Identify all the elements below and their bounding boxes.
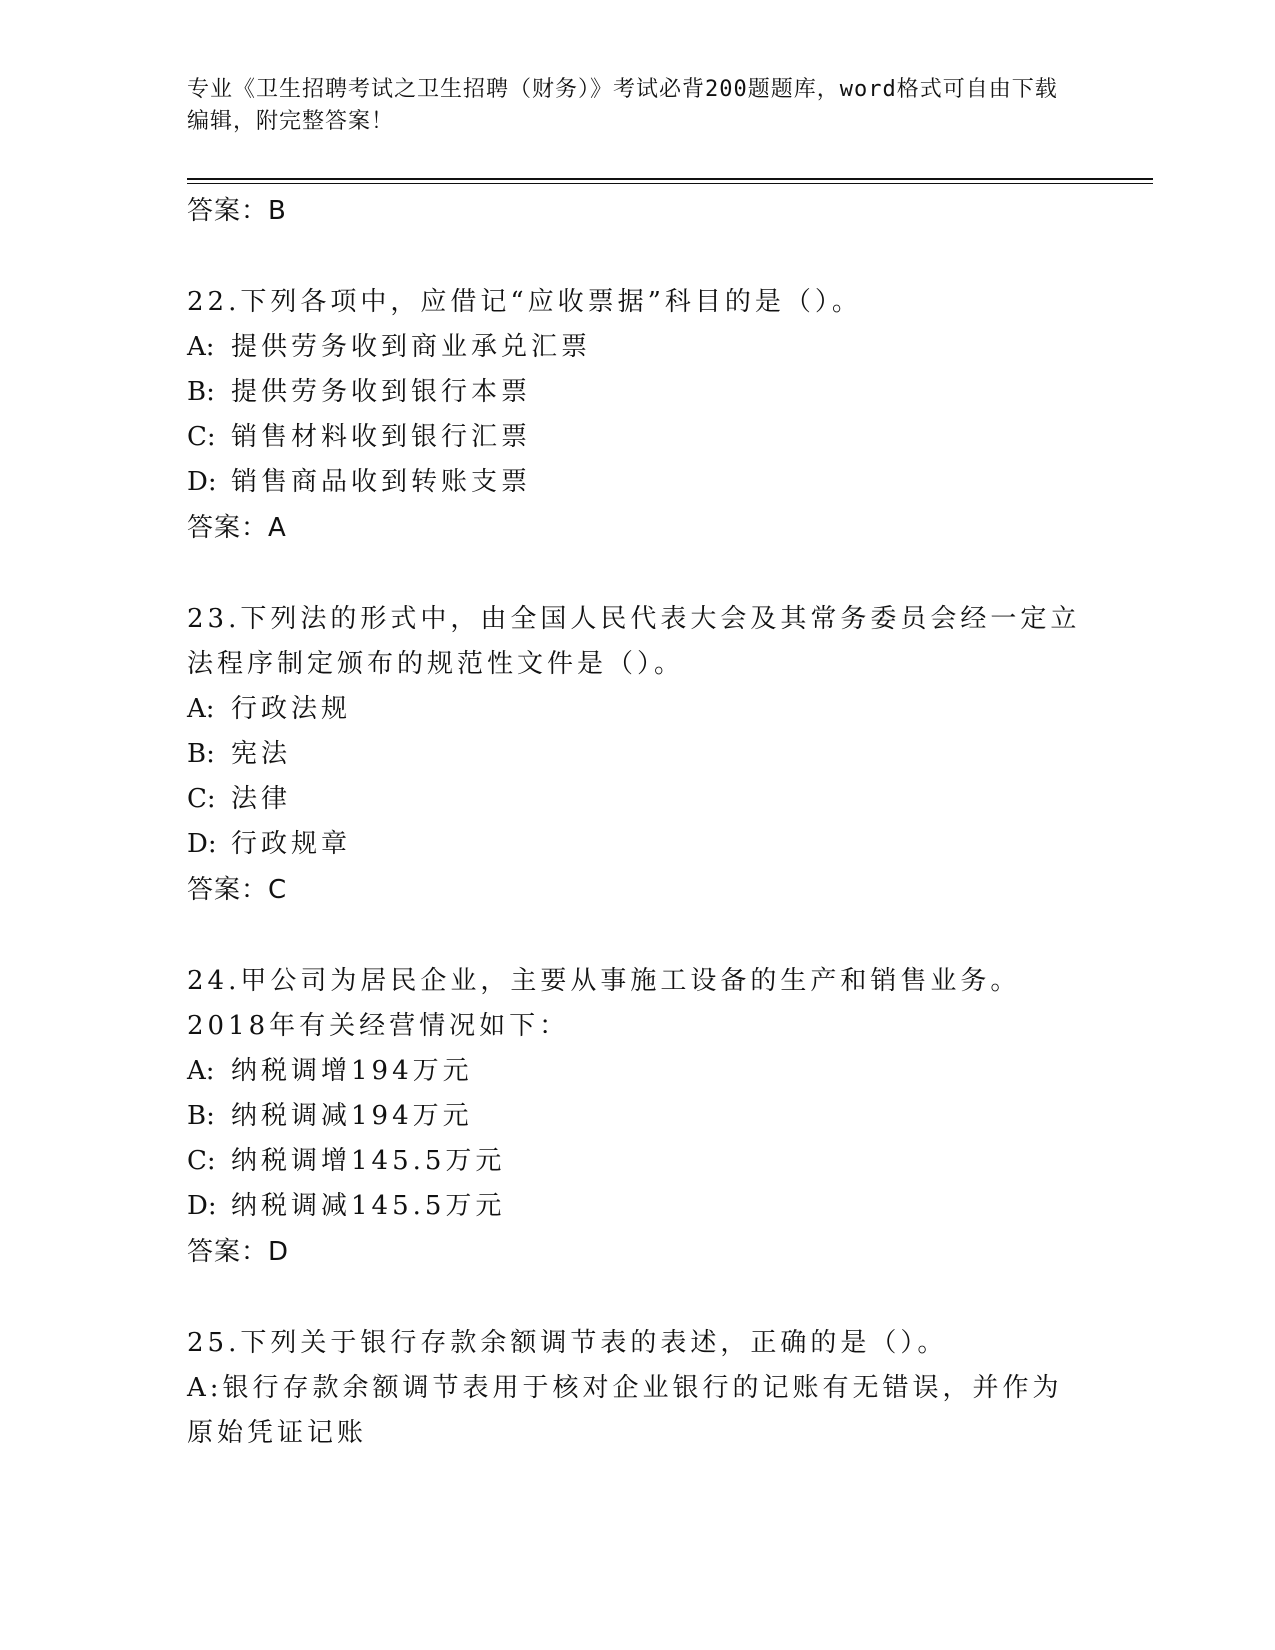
question-stem: 24.甲公司为居民企业，主要从事施工设备的生产和销售业务。2018年有关经营情况如下： (187, 966, 1021, 1041)
option-text: 销售材料收到银行汇票 (231, 422, 532, 452)
question-23 (187, 597, 1087, 913)
option-text: 提供劳务收到银行本票 (231, 377, 532, 407)
option-letter: C: (187, 784, 216, 814)
option-c (187, 777, 1087, 822)
question-list (187, 188, 1087, 1456)
option-b (187, 370, 1087, 415)
header-divider-thick (187, 178, 1153, 180)
answer-label: 答案： (187, 875, 269, 905)
answer-label: 答案： (187, 513, 269, 543)
header-divider-thin (187, 183, 1153, 184)
question-stem: 22.下列各项中，应借记“应收票据”科目的是（）。 (187, 287, 862, 317)
answer-value: C (268, 875, 288, 905)
option-letter: C: (187, 422, 216, 452)
answer-line (187, 1229, 1087, 1275)
option-text: 提供劳务收到商业承兑汇票 (231, 332, 592, 362)
option-d (187, 460, 1087, 505)
option-letter: A: (187, 694, 215, 724)
option-letter: C: (187, 1146, 216, 1176)
option-letter: D: (187, 829, 217, 859)
option-text: 纳税调减145.5万元 (231, 1191, 506, 1221)
option-text: 行政规章 (231, 829, 352, 859)
option-letter: A: (187, 1373, 223, 1403)
answer-label: 答案： (187, 1237, 269, 1267)
document-header: 专业《卫生招聘考试之卫生招聘（财务）》考试必背200题题库，word格式可自由下载编辑，附完整答案！ (187, 77, 1058, 134)
question-24 (187, 959, 1087, 1275)
option-letter: A: (187, 332, 215, 362)
option-text: 宪法 (231, 739, 292, 769)
option-letter: D: (187, 1191, 217, 1221)
answer-line (187, 188, 1087, 234)
option-letter: B: (187, 1101, 215, 1131)
option-d (187, 822, 1087, 867)
option-text: 纳税调减194万元 (231, 1101, 473, 1131)
answer-line (187, 505, 1087, 551)
question-22 (187, 280, 1087, 551)
option-b (187, 732, 1087, 777)
option-text: 银行存款余额调节表用于核对企业银行的记账有无错误，并作为原始凭证记账 (187, 1373, 1063, 1448)
answer-value: B (268, 196, 287, 226)
answer-line (187, 867, 1087, 913)
option-text: 销售商品收到转账支票 (231, 467, 532, 497)
option-letter: A: (187, 1056, 215, 1086)
answer-value: D (268, 1237, 290, 1267)
option-b (187, 1094, 1087, 1139)
option-d (187, 1184, 1087, 1229)
option-text: 纳税调增194万元 (231, 1056, 473, 1086)
option-text: 法律 (231, 784, 292, 814)
option-a (187, 1366, 1087, 1456)
option-letter: D: (187, 467, 217, 497)
option-a (187, 325, 1087, 370)
question-25 (187, 1321, 1087, 1456)
option-a (187, 687, 1087, 732)
option-c (187, 415, 1087, 460)
question-stem: 25.下列关于银行存款余额调节表的表述，正确的是（）。 (187, 1328, 948, 1358)
answer-value: A (268, 513, 287, 543)
option-text: 行政法规 (231, 694, 352, 724)
option-text: 纳税调增145.5万元 (231, 1146, 506, 1176)
question-stem: 23.下列法的形式中，由全国人民代表大会及其常务委员会经一定立法程序制定颁布的规范性文件是（）。 (187, 604, 1081, 679)
answer-label: 答案： (187, 196, 269, 226)
option-letter: B: (187, 377, 215, 407)
option-a (187, 1049, 1087, 1094)
option-letter: B: (187, 739, 215, 769)
option-c (187, 1139, 1087, 1184)
